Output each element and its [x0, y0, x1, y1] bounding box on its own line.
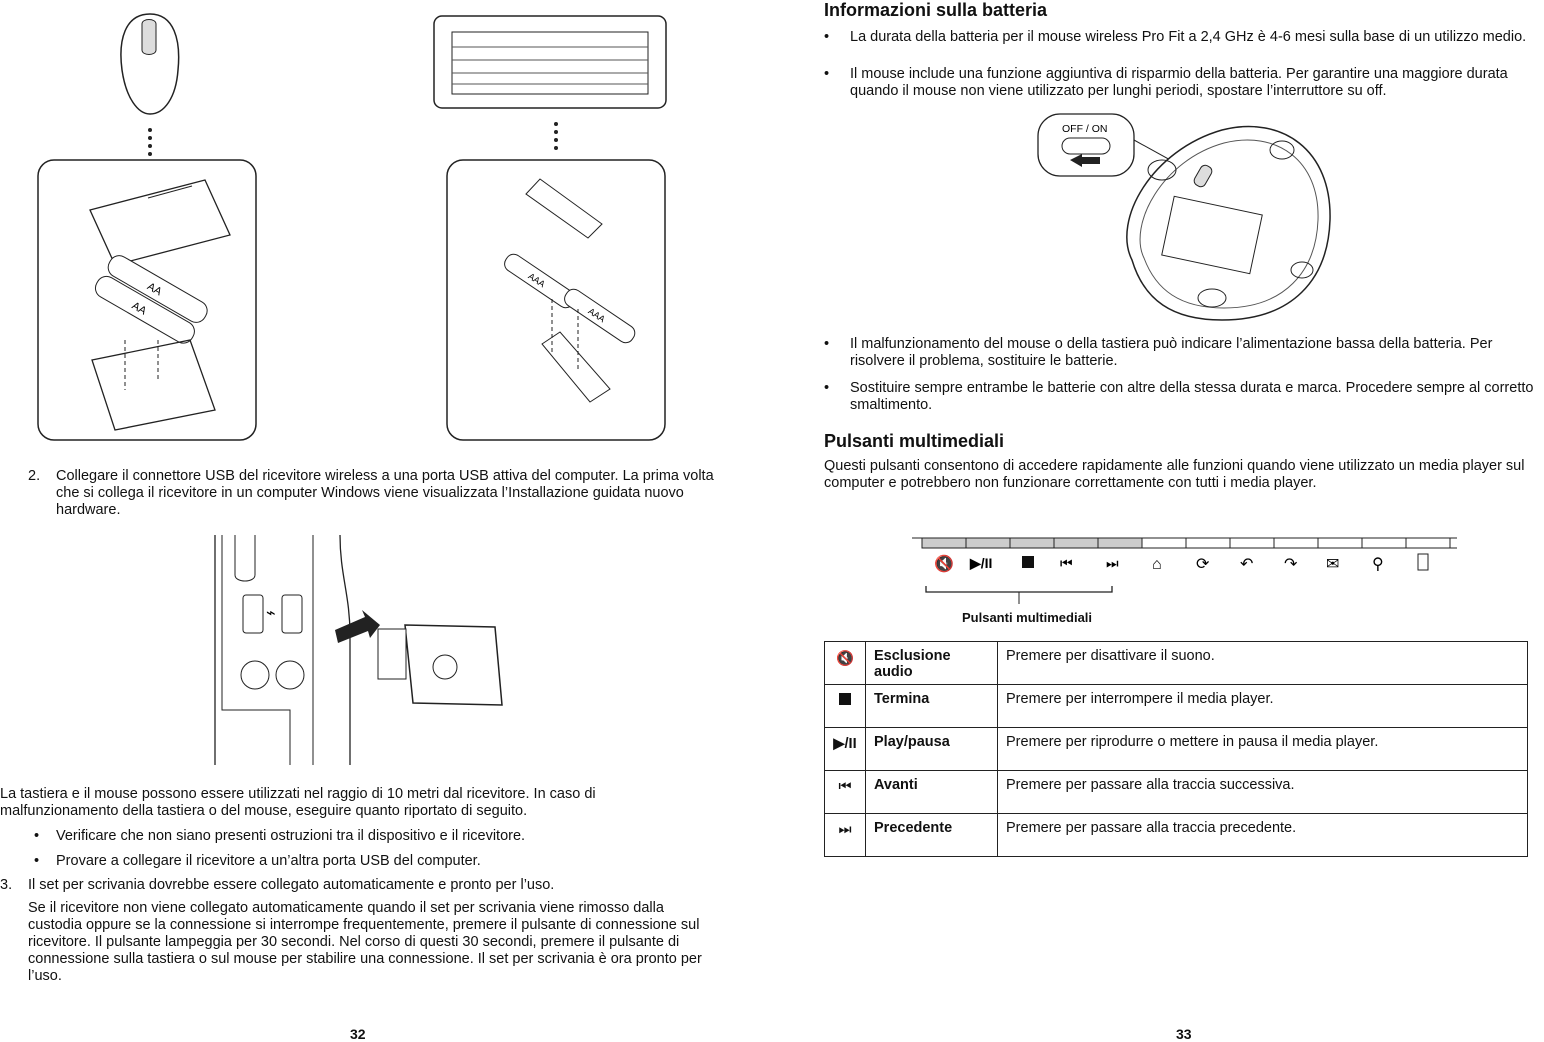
bullet-1: Verificare che non siano presenti ostruzioni tra il dispositivo e il ricevitore.: [56, 828, 526, 844]
page-number-left: 32: [350, 1026, 366, 1042]
battery-label-aaa-2: AAA: [586, 305, 607, 325]
strip-home-icon: ⌂: [1152, 556, 1162, 573]
mouse-underside-illustration: [1032, 110, 1342, 330]
battery-info-title: Informazioni sulla batteria: [824, 0, 1048, 20]
strip-stop-icon: [1022, 556, 1034, 568]
strip-mail-icon: ✉: [1326, 556, 1340, 573]
row-name: Play/pausa: [866, 728, 998, 771]
page-number-right: 33: [1176, 1026, 1192, 1042]
left-page: [0, 0, 772, 1040]
battery-bullet-marker-3: •: [824, 336, 830, 352]
mute-icon: 🔇: [825, 642, 866, 685]
row-name: Esclusione audio: [866, 642, 998, 685]
strip-back-icon: ↶: [1240, 556, 1254, 573]
row-name: Precedente: [866, 814, 998, 857]
row-desc: Premere per disattivare il suono.: [998, 642, 1528, 685]
keyboard-battery-illustration: [430, 14, 670, 444]
bullet-marker-2: •: [34, 853, 40, 869]
battery-bullet-2: Il mouse include una funzione aggiuntiva di risparmio della batteria. Per garantire una maggiore durata quando il mouse non viene utilizzato per lunghi periodi, spostare l’interruttore su off.: [850, 66, 1508, 99]
multimedia-title: Pulsanti multimediali: [824, 431, 1005, 451]
usb-receiver-illustration: [210, 535, 510, 765]
battery-label-aaa-1: AAA: [526, 270, 547, 290]
play-pause-icon: ▶/II: [825, 728, 866, 771]
step3-number: 3.: [0, 877, 13, 893]
multimedia-caption: Pulsanti multimediali: [962, 610, 1093, 625]
battery-bullet-1: La durata della batteria per il mouse wireless Pro Fit a 2,4 GHz è 4-6 mesi sulla base di un utilizzo medio.: [850, 29, 1527, 45]
next-icon: ⏭: [825, 814, 866, 857]
switch-label: OFF / ON: [1062, 123, 1108, 135]
battery-bullet-3: Il malfunzionamento del mouse o della tastiera può indicare l’alimentazione bassa della batteria. Per risolvere il problema, sostituire le batterie.: [850, 336, 1493, 369]
strip-mute-icon: 🔇: [934, 556, 954, 573]
strip-play-pause-icon: ▶/II: [970, 555, 993, 571]
table-row: [825, 728, 1528, 771]
table-row: [825, 814, 1528, 857]
battery-bullet-marker-4: •: [824, 380, 830, 396]
row-desc: Premere per interrompere il media player.: [998, 685, 1528, 728]
strip-previous-icon: ⏮: [1060, 555, 1073, 571]
table-row: [825, 642, 1528, 685]
step2-text: Collegare il connettore USB del ricevitore wireless a una porta USB attiva del computer. La prima volta che si collega il ricevitore in un computer Windows viene visualizzata l’Installazione guidata nuovo hardware.: [56, 468, 714, 518]
usb-symbol-icon: ⌁: [266, 605, 276, 622]
battery-bullet-4: Sostituire sempre entrambe le batterie con altre della stessa durata e marca. Procedere sempre al corretto smaltimento.: [850, 380, 1534, 413]
right-page: [772, 0, 1544, 1040]
previous-icon: ⏮: [825, 771, 866, 814]
table-row: [825, 771, 1528, 814]
battery-label-aa-1: AA: [145, 280, 164, 299]
row-desc: Premere per riprodurre o mettere in pausa il media player.: [998, 728, 1528, 771]
multimedia-keys-strip: [912, 534, 1462, 614]
mouse-battery-illustration: [30, 10, 270, 450]
strip-next-icon: ⏭: [1106, 555, 1119, 571]
strip-search-icon: ⚲: [1372, 556, 1384, 573]
row-name: Termina: [866, 685, 998, 728]
step2-number: 2.: [28, 468, 41, 484]
strip-refresh-icon: ⟳: [1196, 556, 1210, 573]
bullet-2: Provare a collegare il ricevitore a un’altra porta USB del computer.: [56, 853, 481, 869]
step3-text: Il set per scrivania dovrebbe essere collegato automaticamente e pronto per l’uso.: [28, 877, 555, 893]
battery-bullet-marker-1: •: [824, 29, 830, 45]
multimedia-table: [824, 641, 1528, 857]
battery-label-aa-2: AA: [129, 299, 149, 318]
strip-forward-icon: ↷: [1284, 556, 1298, 573]
row-desc: Premere per passare alla traccia precedente.: [998, 814, 1528, 857]
row-name: Avanti: [866, 771, 998, 814]
table-row: [825, 685, 1528, 728]
stop-icon: [825, 685, 866, 728]
battery-bullet-marker-2: •: [824, 66, 830, 82]
strip-calculator-icon: [1418, 554, 1428, 570]
bullet-marker-1: •: [34, 828, 40, 844]
range-text: La tastiera e il mouse possono essere utilizzati nel raggio di 10 metri dal ricevitore. In caso di malfunzionamento della tastiera o del mouse, eseguire quanto riportato di seguito.: [0, 786, 596, 819]
row-desc: Premere per passare alla traccia successiva.: [998, 771, 1528, 814]
step3-detail: Se il ricevitore non viene collegato automaticamente quando il set per scrivania viene rimosso dalla custodia oppure se la connessione si interrompe frequentemente, premere il pulsante di connessione sul ricevitore. Il pulsante lampeggia per 30 secondi. Nel corso di questi 30 secondi, premere il pulsante di connessione sulla tastiera o sul mouse per stabilire una connessione. Il set per scrivania è ora pronto per l’uso.: [28, 900, 702, 984]
multimedia-intro: Questi pulsanti consentono di accedere rapidamente alle funzioni quando viene utilizzato un media player sul computer e potrebbero non funzionare correttamente con tutti i media player.: [824, 458, 1525, 491]
